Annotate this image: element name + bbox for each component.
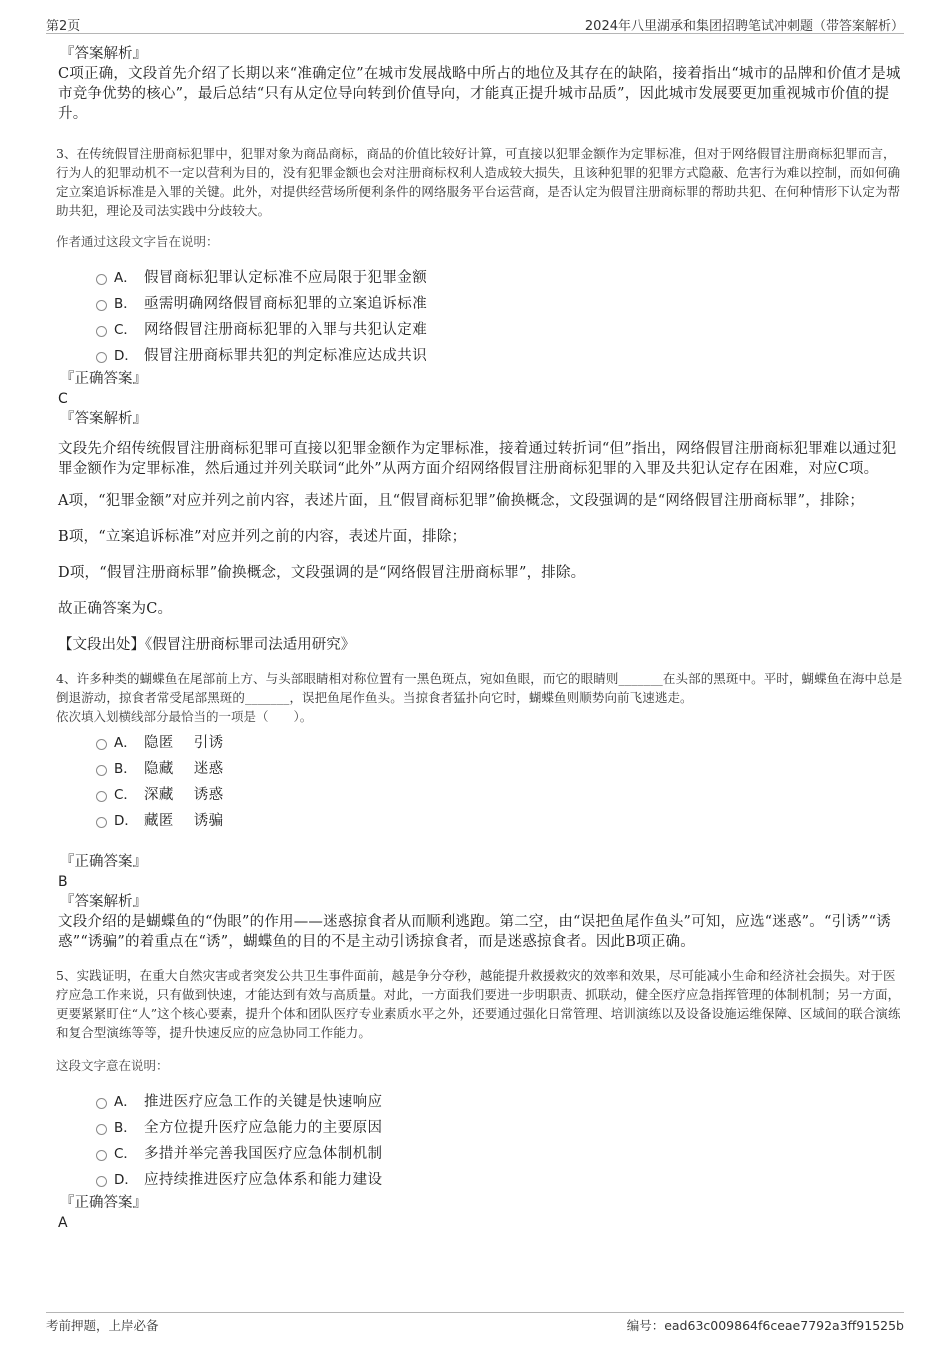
q3-analysis-5: 故正确答案为C。	[58, 601, 173, 617]
q4-analysis: 文段介绍的是蝴蝶鱼的“伪眼”的作用——迷惑掠食者从而顺利逃跑。第二空，由“误把鱼尾作鱼头”可知，应选“迷惑”。“引诱”“诱惑”“诱骗”的着重点在“诱”，蝴蝶鱼的目的不是主动引诱掠食者，而是迷惑掠食者。因此B项正确。	[58, 914, 891, 950]
q3-analysis-4: D项，“假冒注册商标罪”偷换概念，文段强调的是“网络假冒注册商标罪”，排除。	[58, 565, 586, 581]
radio-icon[interactable]	[96, 739, 107, 750]
q3-analysis-3: B项，“立案追诉标准”对应并列之前的内容，表述片面，排除；	[58, 529, 467, 545]
q4-option-c[interactable]: C． 深藏 诱惑	[96, 782, 904, 808]
radio-icon[interactable]	[96, 1176, 107, 1187]
q5-option-c[interactable]: C． 多措并举完善我国医疗应急体制机制	[96, 1141, 904, 1167]
q5-options	[56, 1089, 904, 1193]
document-title: 2024年八里湖承和集团招聘笔试冲刺题（带答案解析）	[584, 19, 904, 34]
q5-answer-label: 『正确答案』	[60, 1195, 147, 1211]
radio-icon[interactable]	[96, 274, 107, 285]
document-code: 编号：ead63c009864f6ceae7792a3ff91525b	[626, 1318, 904, 1333]
radio-icon[interactable]	[96, 791, 107, 802]
q5-answer: A	[58, 1215, 68, 1231]
q4-option-b[interactable]: B． 隐藏 迷惑	[96, 756, 904, 782]
q3-analysis-label: 『答案解析』	[60, 411, 147, 427]
q3-options	[56, 265, 904, 369]
radio-icon[interactable]	[96, 326, 107, 337]
footer-slogan: 考前押题，上岸必备	[46, 1318, 159, 1333]
q4-stem: 4、许多种类的蝴蝶鱼在尾部前上方、与头部眼睛相对称位置有一黑色斑点，宛如鱼眼，而它的眼睛则_______在头部的黑斑中。平时，蝴蝶鱼在海中总是倒退游动，掠食者常受尾部黑斑的_______，误把鱼尾作鱼头。当掠食者猛扑向它时，蝴蝶鱼则顺势向前飞速逃走。	[56, 671, 903, 705]
q3-option-a[interactable]: A． 假冒商标犯罪认定标准不应局限于犯罪金额	[96, 265, 904, 291]
q3-prompt: 作者通过这段文字旨在说明：	[56, 234, 219, 249]
q5-stem: 5、实践证明，在重大自然灾害或者突发公共卫生事件面前，越是争分夺秒，越能提升救援救灾的效率和效果，尽可能减小生命和经济社会损失。对于医疗应急工作来说，只有做到快速，才能达到有效与高质量。对此，一方面我们要进一步明职责、抓联动，健全医疗应急指挥管理的体制机制；另一方面，更要紧紧盯住“人”这个核心要素，提升个体和团队医疗专业素质水平之外，还要通过强化日常管理、培训演练以及设备设施运维保障、区域间的联合演练和复合型演练等等，提升快速反应的应急协同工作能力。	[56, 968, 901, 1040]
q3-answer: C	[58, 391, 68, 407]
q3-option-c[interactable]: C． 网络假冒注册商标犯罪的入罪与共犯认定难	[96, 317, 904, 343]
prev-analysis-label: 『答案解析』	[60, 46, 147, 62]
q5-prompt: 这段文字意在说明：	[56, 1058, 169, 1073]
q4-analysis-label: 『答案解析』	[60, 894, 147, 910]
q5-option-d[interactable]: D． 应持续推进医疗应急体系和能力建设	[96, 1167, 904, 1193]
q5-option-a[interactable]: A． 推进医疗应急工作的关键是快速响应	[96, 1089, 904, 1115]
q5-option-b[interactable]: B． 全方位提升医疗应急能力的主要原因	[96, 1115, 904, 1141]
radio-icon[interactable]	[96, 765, 107, 776]
q4-option-a[interactable]: A． 隐匿 引诱	[96, 730, 904, 756]
radio-icon[interactable]	[96, 300, 107, 311]
page-header	[46, 13, 904, 34]
q3-analysis-2: A项，“犯罪金额”对应并列之前内容，表述片面，且“假冒商标犯罪”偷换概念，文段强调的是“网络假冒注册商标罪”，排除；	[58, 493, 865, 509]
page-footer	[46, 1312, 904, 1335]
q4-answer: B	[58, 874, 68, 890]
q4-option-d[interactable]: D． 藏匿 诱骗	[96, 808, 904, 834]
prev-analysis-text: C项正确，文段首先介绍了长期以来“准确定位”在城市发展战略中所占的地位及其存在的缺陷，接着指出“城市的品牌和价值才是城市竞争优势的核心”，最后总结“只有从定位导向转到价值导向，才能真正提升城市品质”，因此城市发展要更加重视城市价值的提升。	[58, 66, 901, 122]
q4-prompt: 依次填入划横线部分最恰当的一项是（ ）。	[56, 709, 313, 724]
q4-options	[56, 730, 904, 834]
q4-answer-label: 『正确答案』	[60, 854, 147, 870]
q3-answer-label: 『正确答案』	[60, 371, 147, 387]
q3-option-d[interactable]: D． 假冒注册商标罪共犯的判定标准应达成共识	[96, 343, 904, 369]
page-number: 第2页	[46, 19, 81, 34]
radio-icon[interactable]	[96, 817, 107, 828]
q3-stem: 3、在传统假冒注册商标犯罪中，犯罪对象为商品商标，商品的价值比较好计算，可直接以犯罪金额作为定罪标准，但对于网络假冒注册商标犯罪而言，行为人的犯罪动机不一定以营利为目的，没有犯罪金额也会对注册商标权利人造成较大损失，且该种犯罪的犯罪方式隐蔽、危害行为难以控制，而如何确定立案追诉标准是入罪的关键。此外，对提供经营场所便利条件的网络服务平台运营商，是否认定为假冒注册商标罪的帮助共犯、在何种情形下认定为帮助共犯，理论及司法实践中分歧较大。	[56, 146, 901, 218]
q3-source: 【文段出处】《假冒注册商标罪司法适用研究》	[58, 637, 356, 653]
radio-icon[interactable]	[96, 1150, 107, 1161]
main-content	[56, 44, 904, 1233]
radio-icon[interactable]	[96, 352, 107, 363]
radio-icon[interactable]	[96, 1098, 107, 1109]
q3-option-b[interactable]: B． 亟需明确网络假冒商标犯罪的立案追诉标准	[96, 291, 904, 317]
q3-analysis-1: 文段先介绍传统假冒注册商标犯罪可直接以犯罪金额作为定罪标准，接着通过转折词“但”指出，网络假冒注册商标犯罪难以通过犯罪金额作为定罪标准，然后通过并列关联词“此外”从两方面介绍网络假冒注册商标犯罪的入罪及共犯认定存在困难，对应C项。	[58, 441, 897, 477]
radio-icon[interactable]	[96, 1124, 107, 1135]
